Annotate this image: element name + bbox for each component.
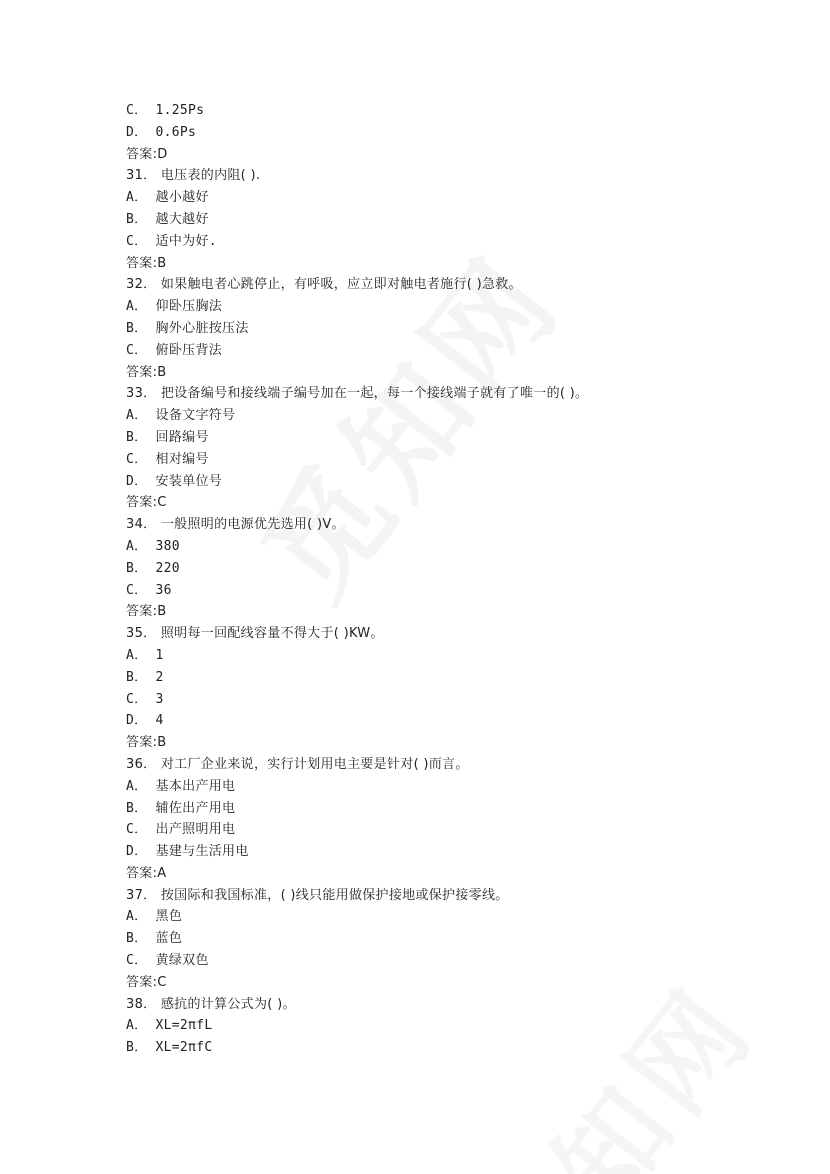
option-line: C． 出产照明用电 — [126, 822, 236, 838]
option-line: C． 1.25Ps — [126, 103, 205, 118]
option-line: C． 3 — [126, 691, 164, 707]
option-line: A． XL=2πfL — [126, 1018, 213, 1034]
option-line: A． 基本出产用电 — [126, 778, 236, 794]
option-line: C． 黄绿双色 — [126, 953, 209, 969]
option-line: D． 4 — [126, 713, 164, 729]
question-line: 37． 按国际和我国标准，( )线只能用做保护接地或保护接零线。 — [126, 887, 509, 903]
option-line: B． 越大越好 — [126, 211, 209, 227]
question-line: 34． 一般照明的电源优先选用( )V。 — [126, 517, 345, 533]
question-line: 36． 对工厂企业来说，实行计划用电主要是针对( )而言。 — [126, 756, 469, 772]
answer-line: 答案:C — [126, 495, 167, 511]
question-list — [126, 100, 766, 1059]
option-line: A． 黑色 — [126, 909, 183, 925]
question-line: 33． 把设备编号和接线端子编号加在一起，每一个接线端子就有了唯一的( )。 — [126, 386, 589, 402]
option-line: B． 胸外心脏按压法 — [126, 320, 249, 336]
question-line: 35． 照明每一回配线容量不得大于( )KW。 — [126, 626, 384, 642]
answer-line: 答案:B — [126, 604, 167, 620]
option-line: C． 相对编号 — [126, 451, 209, 467]
option-line: D． 基建与生活用电 — [126, 844, 249, 860]
option-line: B． XL=2πfC — [126, 1040, 213, 1056]
question-line: 32． 如果触电者心跳停止，有呼吸，应立即对触电者施行( )急救。 — [126, 277, 522, 293]
question-line: 31． 电压表的内阻( ). — [126, 168, 261, 184]
option-line: C． 适中为好. — [126, 233, 217, 249]
answer-line: 答案:B — [126, 364, 167, 380]
option-line: A． 1 — [126, 647, 164, 663]
answer-line: 答案:B — [126, 255, 167, 271]
answer-line: 答案:A — [126, 865, 167, 881]
option-line: B． 回路编号 — [126, 429, 209, 445]
answer-line: 答案:C — [126, 974, 167, 990]
option-line: A． 设备文字符号 — [126, 408, 236, 424]
option-line: B． 220 — [126, 560, 180, 576]
option-line: B． 蓝色 — [126, 931, 183, 947]
option-line: B． 2 — [126, 669, 164, 685]
option-line: A． 380 — [126, 538, 180, 554]
option-line: B． 辅佐出产用电 — [126, 800, 236, 816]
option-line: D． 安装单位号 — [126, 473, 223, 489]
answer-line: 答案:D — [126, 146, 168, 162]
option-line: C． 36 — [126, 582, 172, 598]
option-line: A． 仰卧压胸法 — [126, 299, 223, 315]
answer-line: 答案:B — [126, 735, 167, 751]
option-line: D． 0.6Ps — [126, 124, 197, 140]
question-line: 38． 感抗的计算公式为( )。 — [126, 996, 296, 1012]
option-line: C． 俯卧压背法 — [126, 342, 223, 358]
option-line: A． 越小越好 — [126, 190, 209, 206]
